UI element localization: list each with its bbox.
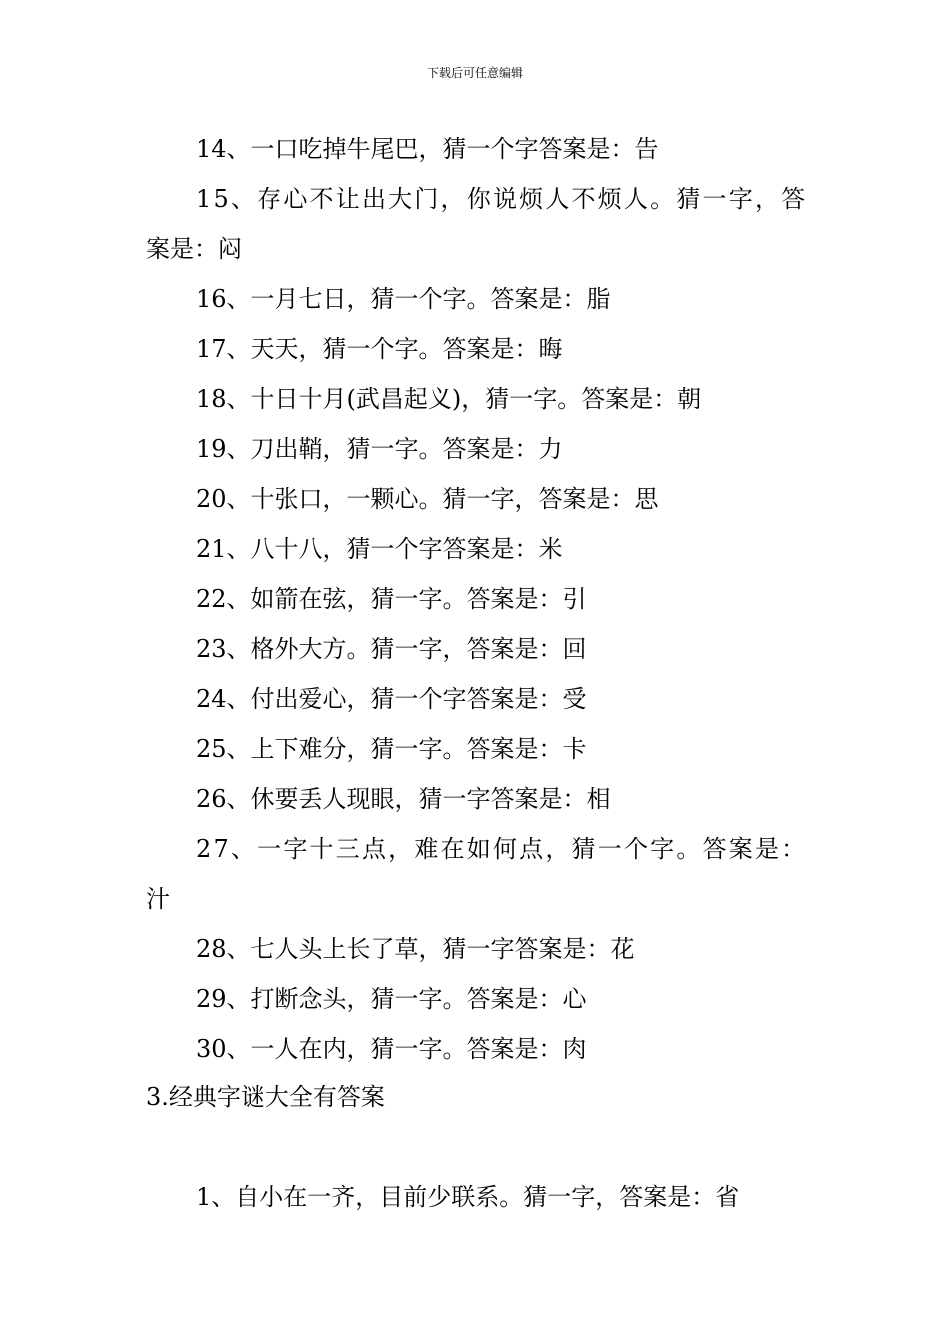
riddle-18: 18、十日十月(武昌起义)，猜一字。答案是：朝 — [196, 385, 702, 413]
riddle-19: 19、刀出鞘，猜一字。答案是：力 — [196, 435, 563, 463]
page-header: 下载后可任意编辑 — [426, 66, 523, 80]
riddle-29: 29、打断念头，猜一字。答案是：心 — [196, 985, 587, 1013]
riddle-20: 20、十张口，一颗心。猜一字，答案是：思 — [196, 485, 659, 513]
riddle-23: 23、格外大方。猜一字，答案是：回 — [196, 635, 587, 663]
section-riddle-1: 1、自小在一齐，目前少联系。猜一字，答案是：省 — [196, 1183, 740, 1211]
riddle-27-continued: 汁 — [146, 885, 170, 913]
riddle-22: 22、如箭在弦，猜一字。答案是：引 — [196, 585, 587, 613]
riddle-21: 21、八十八，猜一个字答案是：米 — [196, 535, 563, 563]
riddle-26: 26、休要丢人现眼，猜一字答案是：相 — [196, 785, 611, 813]
riddle-28: 28、七人头上长了草，猜一字答案是：花 — [196, 935, 635, 963]
riddle-24: 24、付出爱心，猜一个字答案是：受 — [196, 685, 587, 713]
section-heading: 3.经典字谜大全有答案 — [146, 1083, 385, 1111]
riddle-15: 15、存心不让出大门，你说烦人不烦人。猜一字，答 — [196, 185, 808, 213]
riddle-30: 30、一人在内，猜一字。答案是：肉 — [196, 1035, 587, 1063]
riddle-14: 14、一口吃掉牛尾巴，猜一个字答案是：告 — [196, 135, 659, 163]
riddle-17: 17、天天，猜一个字。答案是：晦 — [196, 335, 563, 363]
riddle-27: 27、一字十三点，难在如何点，猜一个字。答案是： — [196, 835, 808, 863]
riddle-16: 16、一月七日，猜一个字。答案是：脂 — [196, 285, 611, 313]
riddle-25: 25、上下难分，猜一字。答案是：卡 — [196, 735, 587, 763]
riddle-15-continued: 案是：闷 — [146, 235, 242, 263]
